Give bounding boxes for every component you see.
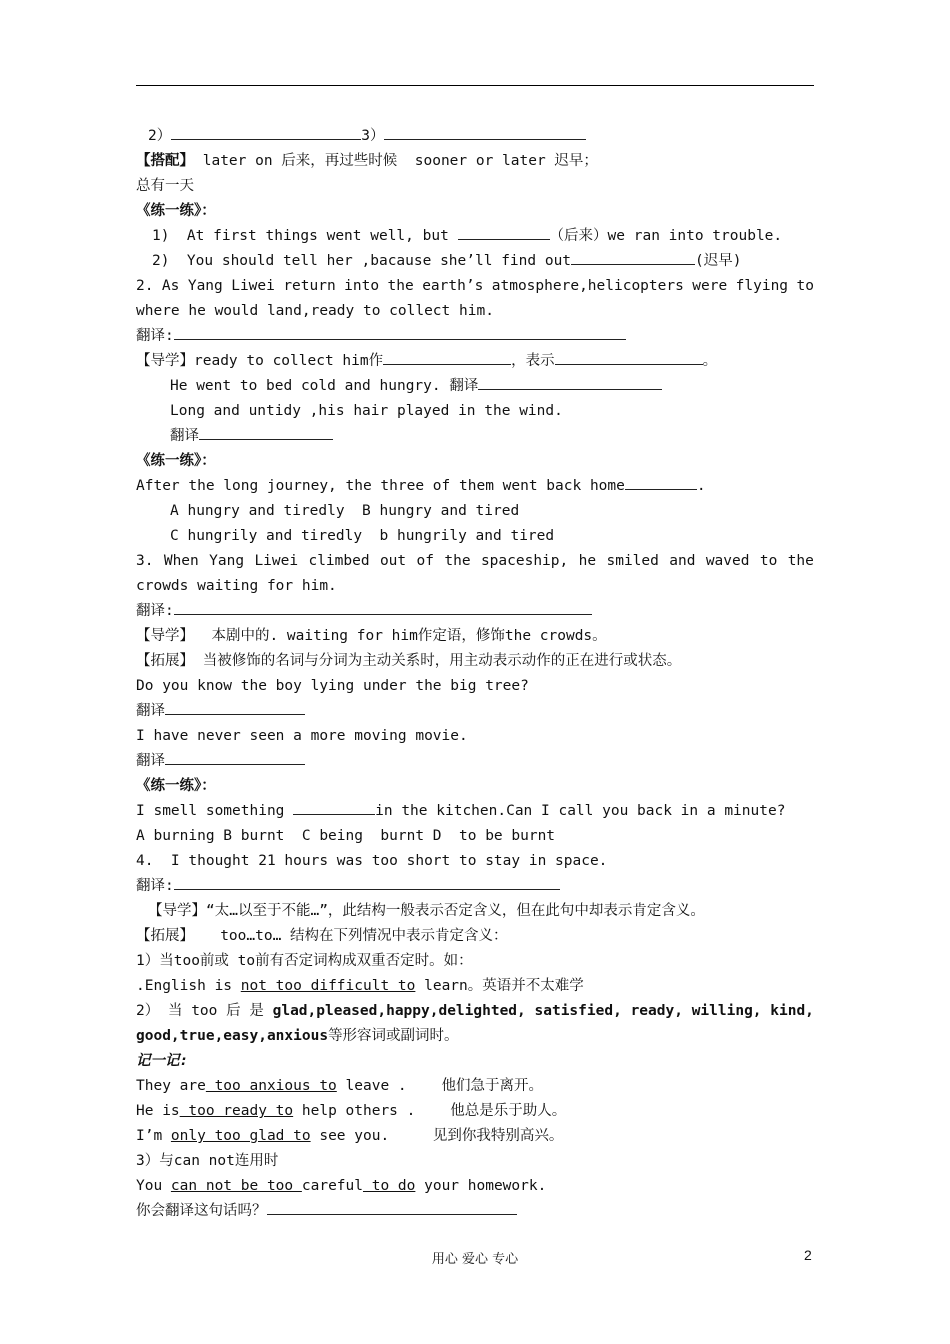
- collocation-line: 【搭配】 later on 后来，再过些时候 sooner or later 迟早；: [136, 153, 598, 169]
- guide-line: 【导学】ready to collect him作 ，表示 。: [136, 349, 717, 374]
- blank[interactable]: [199, 424, 333, 440]
- page-number: 2: [804, 1247, 812, 1263]
- translation-line: 翻译:: [136, 599, 592, 624]
- header-rule: [136, 85, 814, 86]
- sentence-4: 4. I thought 21 hours was too short to stay in space.: [136, 853, 608, 869]
- blank[interactable]: [165, 749, 305, 765]
- guide-line: 【导学】“太…以至于不能…”，此结构一般表示否定含义，但在此句中却表示肯定含义。: [148, 903, 705, 919]
- example-line: He is too ready to help others . 他总是乐于助人。: [136, 1103, 567, 1119]
- blank[interactable]: [165, 699, 305, 715]
- blank[interactable]: [174, 874, 560, 890]
- blank[interactable]: [555, 349, 703, 365]
- option-line: C hungrily and tiredly b hungrily and tired: [170, 528, 555, 544]
- translation-line: 翻译:: [136, 874, 560, 899]
- sentence-2: 2. As Yang Liwei return into the earth’s atmosphere,helicopters were flying to: [136, 278, 814, 294]
- practice-item-1: 1) At first things went well, but （后来）we ran into trouble.: [152, 224, 782, 249]
- page-footer: 用心 爱心 专心: [431, 1252, 519, 1267]
- practice-heading: 《练一练》：: [136, 453, 216, 469]
- practice-heading: 《练一练》：: [136, 778, 216, 794]
- translation-line: 翻译: [136, 699, 305, 724]
- blank[interactable]: [174, 599, 592, 615]
- blank[interactable]: [171, 124, 361, 140]
- translation-line: 翻译: [170, 424, 333, 449]
- practice-heading: 《练一练》：: [136, 203, 216, 219]
- sentence-2-continued: where he would land,ready to collect him.: [136, 303, 494, 319]
- blank[interactable]: [571, 249, 695, 265]
- rule-line: 3）与can not连用时: [136, 1153, 279, 1169]
- option-line: A burning B burnt C being burnt D to be burnt: [136, 828, 556, 844]
- blank[interactable]: [458, 224, 550, 240]
- blank[interactable]: [293, 799, 375, 815]
- extension-line: 【拓展】 too…to… 结构在下列情况中表示肯定含义：: [136, 928, 508, 944]
- answer-line-2-3: 2） 3）: [148, 124, 586, 149]
- blank[interactable]: [384, 124, 586, 140]
- example-line: You can not be too careful to do your homework.: [136, 1178, 547, 1194]
- example-line: I’m only too glad to see you. 见到你我特别高兴。: [136, 1128, 564, 1144]
- sentence-3-continued: crowds waiting for him.: [136, 578, 337, 594]
- rule-line-continued: good,true,easy,anxious等形容词或副词时。: [136, 1028, 459, 1044]
- question-line: I smell something in the kitchen.Can I call you back in a minute?: [136, 799, 785, 824]
- example-line: .English is not too difficult to learn。英语并不太难学: [136, 978, 584, 994]
- blank[interactable]: [174, 324, 626, 340]
- option-line: A hungry and tiredly B hungry and tired: [170, 503, 520, 519]
- translation-line: 翻译: [136, 749, 305, 774]
- extension-line: 【拓展】 当被修饰的名词与分词为主动关系时，用主动表示动作的正在进行或状态。: [136, 653, 682, 669]
- rule-line: 2） 当 too 后 是 glad,pleased,happy,delighted, satisfied, ready, willing, kind,: [136, 1003, 814, 1019]
- remember-heading: 记一记:: [136, 1053, 189, 1069]
- example-line: They are too anxious to leave . 他们急于离开。: [136, 1078, 544, 1094]
- example-line: He went to bed cold and hungry. 翻译: [170, 374, 662, 399]
- translation-line: 翻译:: [136, 324, 626, 349]
- collocation-continued: 总有一天: [136, 178, 194, 194]
- blank[interactable]: [625, 474, 697, 490]
- example-line: Do you know the boy lying under the big tree?: [136, 678, 529, 694]
- blank[interactable]: [267, 1199, 517, 1215]
- question-line: After the long journey, the three of them went back home .: [136, 474, 706, 499]
- example-line: Long and untidy ,his hair played in the wind.: [170, 403, 563, 419]
- guide-line: 【导学】 本剧中的. waiting for him作定语，修饰the crowds。: [136, 628, 607, 644]
- practice-item-2: 2) You should tell her ,bacause she’ll find out (迟早): [152, 249, 742, 274]
- sentence-3: 3. When Yang Liwei climbed out of the spaceship, he smiled and waved to the: [136, 553, 814, 569]
- example-line: I have never seen a more moving movie.: [136, 728, 468, 744]
- translation-question: 你会翻译这句话吗？: [136, 1199, 517, 1224]
- blank[interactable]: [478, 374, 662, 390]
- rule-line: 1）当too前或 to前有否定词构成双重否定时。如：: [136, 953, 473, 969]
- blank[interactable]: [383, 349, 511, 365]
